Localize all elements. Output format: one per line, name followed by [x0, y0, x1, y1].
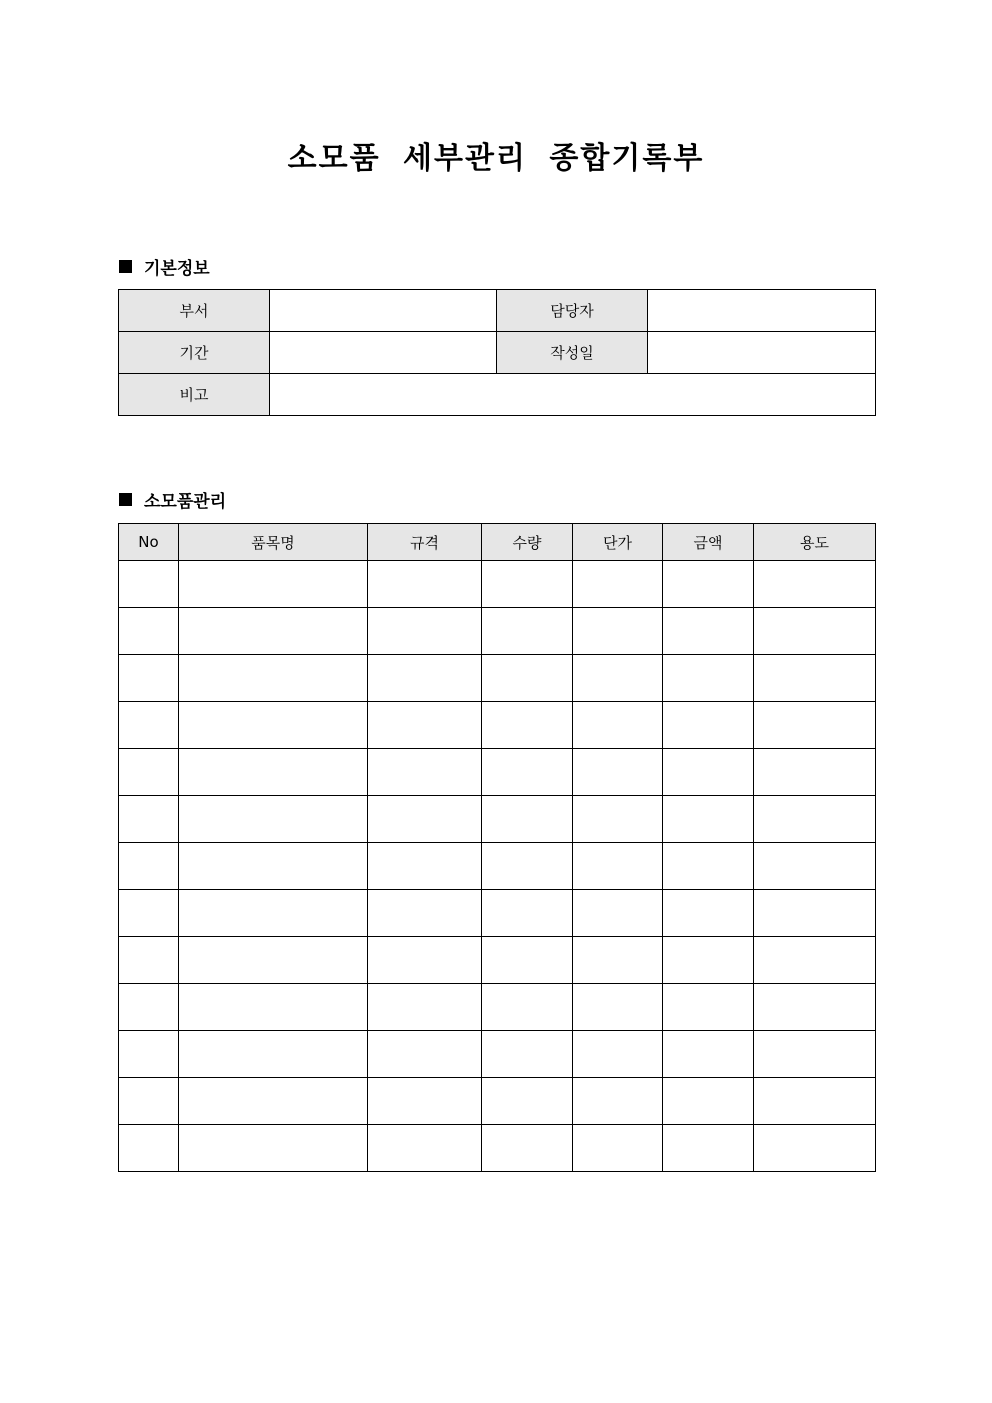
period-field[interactable] — [270, 332, 497, 374]
spec-cell[interactable] — [368, 1031, 482, 1078]
no-cell[interactable] — [119, 843, 179, 890]
quantity-cell[interactable] — [482, 796, 573, 843]
items-heading-text: 소모품관리 — [144, 492, 227, 512]
no-cell[interactable] — [119, 561, 179, 608]
no-cell[interactable] — [119, 1031, 179, 1078]
spec-cell[interactable] — [368, 843, 482, 890]
amount-cell[interactable] — [663, 890, 754, 937]
no-cell[interactable] — [119, 1078, 179, 1125]
square-bullet-icon — [119, 493, 132, 506]
table-row — [119, 796, 876, 843]
unit-price-cell[interactable] — [573, 937, 663, 984]
consumables-table — [118, 523, 876, 1172]
remarks-label: 비고 — [119, 374, 270, 416]
unit-price-cell[interactable] — [573, 608, 663, 655]
purpose-cell[interactable] — [754, 702, 876, 749]
no-cell[interactable] — [119, 1125, 179, 1172]
item-name-cell[interactable] — [179, 1031, 368, 1078]
spec-cell[interactable] — [368, 937, 482, 984]
quantity-cell[interactable] — [482, 1031, 573, 1078]
quantity-cell[interactable] — [482, 984, 573, 1031]
quantity-cell[interactable] — [482, 702, 573, 749]
amount-cell[interactable] — [663, 655, 754, 702]
purpose-cell[interactable] — [754, 655, 876, 702]
purpose-cell[interactable] — [754, 937, 876, 984]
items-heading — [119, 487, 226, 512]
column-header-item-name: 품목명 — [179, 524, 368, 561]
column-header-spec: 규격 — [368, 524, 482, 561]
no-cell[interactable] — [119, 608, 179, 655]
unit-price-cell[interactable] — [573, 984, 663, 1031]
purpose-cell[interactable] — [754, 608, 876, 655]
amount-cell[interactable] — [663, 796, 754, 843]
unit-price-cell[interactable] — [573, 655, 663, 702]
basic-info-heading — [119, 254, 210, 279]
item-name-cell[interactable] — [179, 984, 368, 1031]
purpose-cell[interactable] — [754, 796, 876, 843]
basic-info-row — [119, 332, 876, 374]
table-row — [119, 937, 876, 984]
unit-price-cell[interactable] — [573, 1125, 663, 1172]
purpose-cell[interactable] — [754, 561, 876, 608]
amount-cell[interactable] — [663, 1031, 754, 1078]
created-date-field[interactable] — [648, 332, 876, 374]
spec-cell[interactable] — [368, 749, 482, 796]
table-row — [119, 561, 876, 608]
unit-price-cell[interactable] — [573, 1078, 663, 1125]
no-cell[interactable] — [119, 937, 179, 984]
amount-cell[interactable] — [663, 1125, 754, 1172]
purpose-cell[interactable] — [754, 749, 876, 796]
quantity-cell[interactable] — [482, 749, 573, 796]
column-header-no: No — [119, 524, 179, 561]
purpose-cell[interactable] — [754, 1078, 876, 1125]
purpose-cell[interactable] — [754, 1125, 876, 1172]
table-row — [119, 702, 876, 749]
remarks-field[interactable] — [270, 374, 876, 416]
table-row — [119, 749, 876, 796]
table-row — [119, 1125, 876, 1172]
table-row — [119, 1031, 876, 1078]
amount-cell[interactable] — [663, 561, 754, 608]
document-title: 소모품 세부관리 종합기록부 — [287, 141, 705, 176]
department-label: 부서 — [119, 290, 270, 332]
basic-info-row — [119, 290, 876, 332]
unit-price-cell[interactable] — [573, 796, 663, 843]
purpose-cell[interactable] — [754, 1031, 876, 1078]
period-label: 기간 — [119, 332, 270, 374]
column-header-quantity: 수량 — [482, 524, 573, 561]
quantity-cell[interactable] — [482, 1078, 573, 1125]
quantity-cell[interactable] — [482, 843, 573, 890]
manager-label: 담당자 — [497, 290, 648, 332]
unit-price-cell[interactable] — [573, 702, 663, 749]
manager-field[interactable] — [648, 290, 876, 332]
spec-cell[interactable] — [368, 561, 482, 608]
quantity-cell[interactable] — [482, 561, 573, 608]
column-header-amount: 금액 — [663, 524, 754, 561]
amount-cell[interactable] — [663, 702, 754, 749]
basic-info-heading-text: 기본정보 — [144, 259, 210, 279]
item-name-cell[interactable] — [179, 843, 368, 890]
table-row — [119, 608, 876, 655]
amount-cell[interactable] — [663, 608, 754, 655]
item-name-cell[interactable] — [179, 1078, 368, 1125]
amount-cell[interactable] — [663, 937, 754, 984]
unit-price-cell[interactable] — [573, 1031, 663, 1078]
item-name-cell[interactable] — [179, 1125, 368, 1172]
purpose-cell[interactable] — [754, 843, 876, 890]
unit-price-cell[interactable] — [573, 561, 663, 608]
item-name-cell[interactable] — [179, 890, 368, 937]
table-row — [119, 984, 876, 1031]
table-row — [119, 843, 876, 890]
no-cell[interactable] — [119, 702, 179, 749]
quantity-cell[interactable] — [482, 890, 573, 937]
quantity-cell[interactable] — [482, 1125, 573, 1172]
quantity-cell[interactable] — [482, 608, 573, 655]
amount-cell[interactable] — [663, 984, 754, 1031]
purpose-cell[interactable] — [754, 890, 876, 937]
column-header-purpose: 용도 — [754, 524, 876, 561]
consumables-table-body — [119, 561, 876, 1172]
spec-cell[interactable] — [368, 984, 482, 1031]
item-name-cell[interactable] — [179, 796, 368, 843]
amount-cell[interactable] — [663, 843, 754, 890]
amount-cell[interactable] — [663, 1078, 754, 1125]
item-name-cell[interactable] — [179, 561, 368, 608]
quantity-cell[interactable] — [482, 655, 573, 702]
unit-price-cell[interactable] — [573, 890, 663, 937]
no-cell[interactable] — [119, 796, 179, 843]
unit-price-cell[interactable] — [573, 749, 663, 796]
basic-info-table — [118, 289, 876, 416]
item-name-cell[interactable] — [179, 749, 368, 796]
item-name-cell[interactable] — [179, 702, 368, 749]
department-field[interactable] — [270, 290, 497, 332]
spec-cell[interactable] — [368, 655, 482, 702]
item-name-cell[interactable] — [179, 608, 368, 655]
square-bullet-icon — [119, 260, 132, 273]
no-cell[interactable] — [119, 890, 179, 937]
purpose-cell[interactable] — [754, 984, 876, 1031]
item-name-cell[interactable] — [179, 655, 368, 702]
spec-cell[interactable] — [368, 890, 482, 937]
item-name-cell[interactable] — [179, 937, 368, 984]
spec-cell[interactable] — [368, 608, 482, 655]
spec-cell[interactable] — [368, 1078, 482, 1125]
spec-cell[interactable] — [368, 1125, 482, 1172]
table-header-row — [119, 524, 876, 561]
basic-info-row — [119, 374, 876, 416]
spec-cell[interactable] — [368, 796, 482, 843]
spec-cell[interactable] — [368, 702, 482, 749]
unit-price-cell[interactable] — [573, 843, 663, 890]
column-header-unit-price: 단가 — [573, 524, 663, 561]
table-row — [119, 1078, 876, 1125]
no-cell[interactable] — [119, 655, 179, 702]
quantity-cell[interactable] — [482, 937, 573, 984]
created-date-label: 작성일 — [497, 332, 648, 374]
no-cell[interactable] — [119, 984, 179, 1031]
no-cell[interactable] — [119, 749, 179, 796]
table-row — [119, 655, 876, 702]
table-row — [119, 890, 876, 937]
amount-cell[interactable] — [663, 749, 754, 796]
